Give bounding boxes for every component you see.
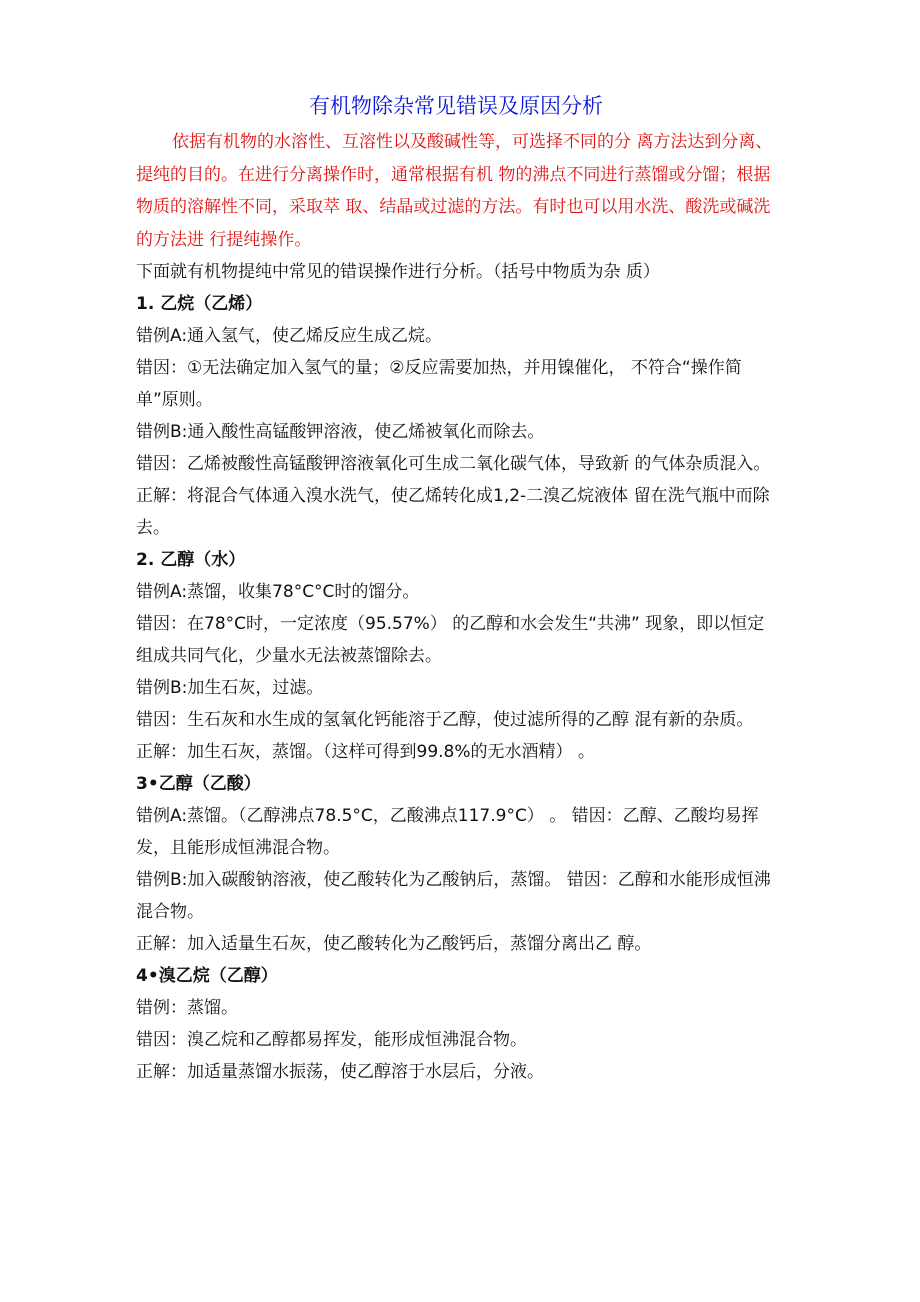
section-1-reason-b: 错因：乙烯被酸性高锰酸钾溶液氧化可生成二氧化碳气体，导致新 的气体杂质混入。 bbox=[136, 454, 771, 474]
intro-paragraph: 依据有机物的水溶性、互溶性以及酸碱性等，可选择不同的分 离方法达到分离、提纯的目的。在进行分离操作时，通常根据有机 物的沸点不同进行蒸馏或分馏；根据物质的溶解性不同，采取萃 取、结晶或过滤的方法。有时也可以用水洗、酸洗或碱洗的方法进 行提纯操作。 bbox=[136, 132, 773, 250]
section-3-wrong-example-b: 错例B:加入碳酸钠溶液，使乙酸转化为乙酸钠后，蒸馏。 错因：乙醇和水能形成恒沸混合物。 bbox=[136, 870, 771, 922]
section-1-heading: 1. 乙烷（乙烯） bbox=[136, 294, 263, 314]
section-4-reason: 错因：溴乙烷和乙醇都易挥发，能形成恒沸混合物。 bbox=[136, 1030, 527, 1050]
document-page bbox=[136, 88, 776, 1088]
section-2-wrong-example-a: 错例A:蒸馏，收集78°C°C时的馏分。 bbox=[136, 582, 420, 602]
section-2-correct-method: 正解：加生石灰，蒸馏。（这样可得到99.8%的无水酒精） 。 bbox=[136, 742, 595, 762]
section-1-correct-method: 正解：将混合气体通入溴水洗气，使乙烯转化成1,2-二溴乙烷液体 留在洗气瓶中而除去。 bbox=[136, 486, 770, 538]
section-3-wrong-example-a: 错例A:蒸馏。（乙醇沸点78.5°C，乙酸沸点117.9°C） 。 错因：乙醇、乙酸均易挥发，且能形成恒沸混合物。 bbox=[136, 806, 759, 858]
section-2-heading: 2. 乙醇（水） bbox=[136, 550, 246, 570]
section-1-wrong-example-a: 错例A:通入氢气，使乙烯反应生成乙烷。 bbox=[136, 326, 443, 346]
section-4-correct-method: 正解：加适量蒸馏水振荡，使乙醇溶于水层后，分液。 bbox=[136, 1062, 544, 1082]
section-1-reason-a: 错因：①无法确定加入氢气的量；②反应需要加热，并用镍催化， 不符合“操作简单”原则。 bbox=[136, 358, 742, 410]
section-1-wrong-example-b: 错例B:通入酸性高锰酸钾溶液，使乙烯被氧化而除去。 bbox=[136, 422, 545, 442]
section-2-wrong-example-b: 错例B:加生石灰，过滤。 bbox=[136, 678, 324, 698]
section-4-heading: 4•溴乙烷（乙醇） bbox=[136, 966, 278, 986]
section-3-heading: 3•乙醇（乙酸） bbox=[136, 774, 261, 794]
section-2-reason-b: 错因：生石灰和水生成的氢氧化钙能溶于乙醇，使过滤所得的乙醇 混有新的杂质。 bbox=[136, 710, 754, 730]
section-2-reason-a: 错因：在78°C时，一定浓度（95.57%） 的乙醇和水会发生“共沸” 现象，即以恒定组成共同气化，少量水无法被蒸馏除去。 bbox=[136, 614, 765, 666]
lead-paragraph: 下面就有机物提纯中常见的错误操作进行分析。（括号中物质为杂 质） bbox=[136, 262, 660, 282]
section-4-wrong-example: 错例：蒸馏。 bbox=[136, 998, 238, 1018]
section-3-correct-method: 正解：加入适量生石灰，使乙酸转化为乙酸钙后，蒸馏分离出乙 醇。 bbox=[136, 934, 652, 954]
document-title: 有机物除杂常见错误及原因分析 bbox=[309, 94, 603, 118]
